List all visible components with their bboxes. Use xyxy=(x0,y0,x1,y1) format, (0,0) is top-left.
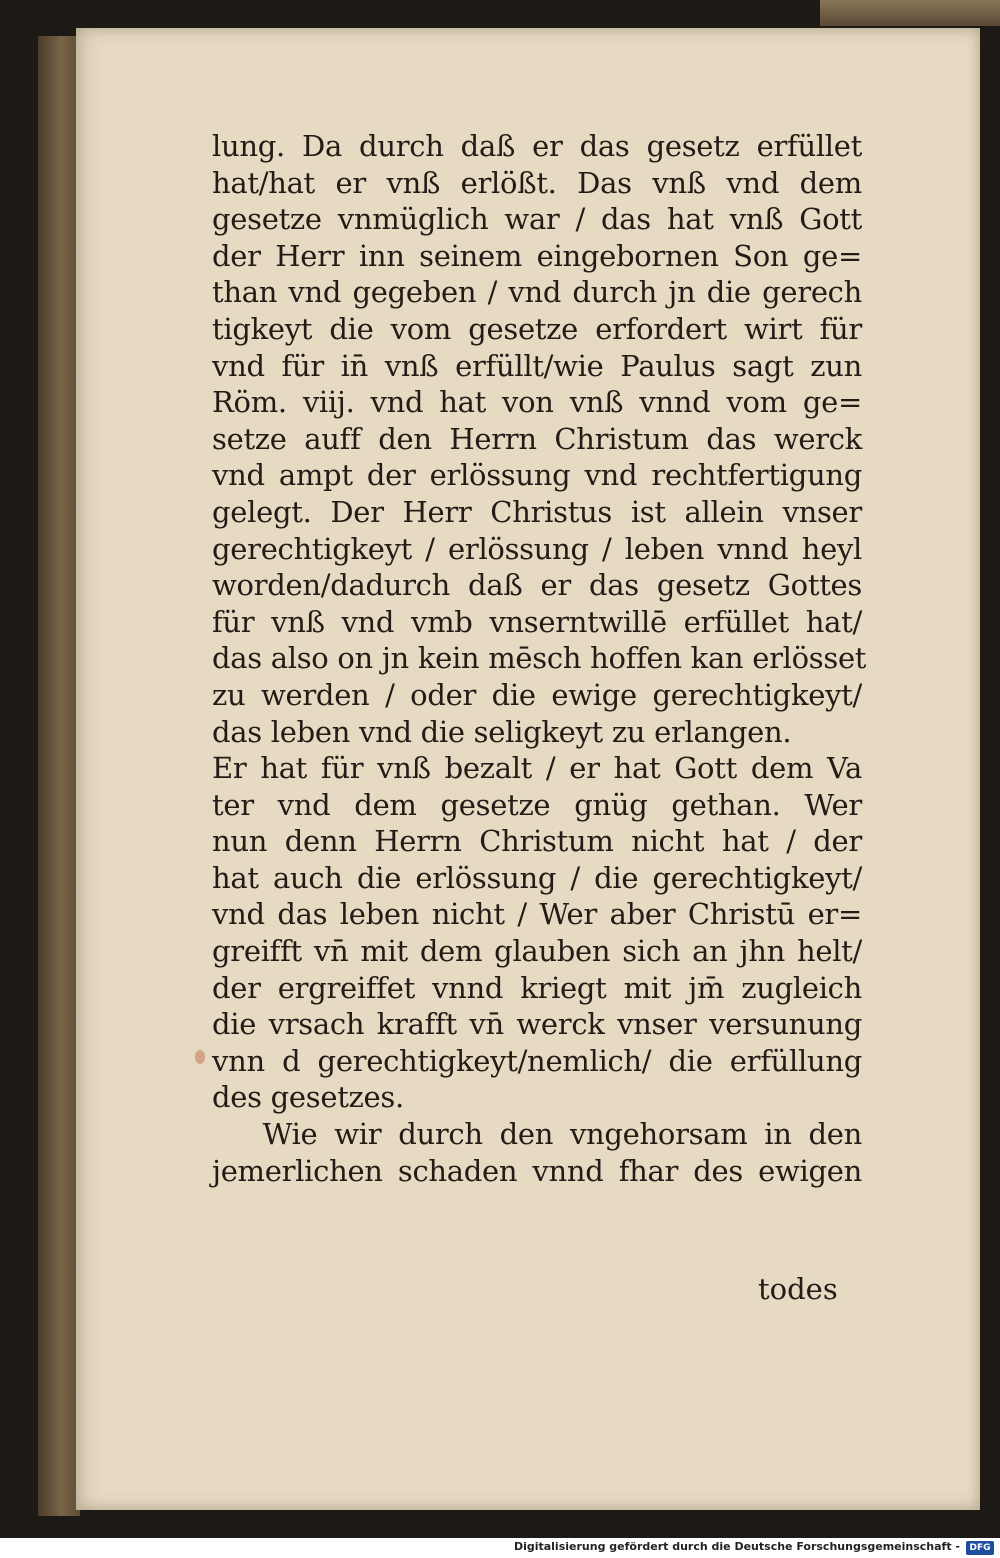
text-line: der Herr inn seinem eingebornen Son ge= xyxy=(212,238,862,273)
text-line: vnd das leben nicht / Wer aber Christū er= xyxy=(212,897,862,932)
dfg-logo-icon[interactable]: DFG xyxy=(966,1541,994,1555)
text-line: greifft vn̄ mit dem glauben sich an jhn helt/ xyxy=(212,934,862,969)
book-binding xyxy=(38,36,80,1516)
text-line: gelegt. Der Herr Christus ist allein vnser xyxy=(212,494,862,529)
text-line: das leben vnd die seligkeyt zu erlangen. xyxy=(212,714,792,749)
text-line: ter vnd dem gesetze gnüg gethan. Wer xyxy=(212,787,862,822)
text-line: die vrsach krafft vn̄ werck vnser versunung xyxy=(212,1007,862,1042)
text-line: Wie wir durch den vngehorsam in den xyxy=(212,1117,862,1152)
ink-blot xyxy=(195,1050,205,1064)
text-line: hat auch die erlössung / die gerechtigkeyt/ xyxy=(212,860,862,895)
footer-credit: Digitalisierung gefördert durch die Deutsche Forschungsgemeinschaft - xyxy=(513,1540,960,1553)
text-line: gesetze vnmüglich war / das hat vnß Gott xyxy=(212,202,862,237)
text-line: lung. Da durch daß er das gesetz erfüllet xyxy=(212,129,862,163)
text-line: zu werden / oder die ewige gerechtigkeyt/ xyxy=(212,677,862,712)
text-line: das also on jn kein mēsch hoffen kan erlösset xyxy=(212,641,867,676)
text-line: für vnß vnd vmb vnserntwillē erfüllet hat/ xyxy=(212,604,862,639)
text-line: der ergreiffet vnnd kriegt mit jm̄ zugleich xyxy=(212,970,862,1005)
text-line: des gesetzes. xyxy=(212,1080,404,1115)
book-edge-top xyxy=(820,0,1000,26)
text-line: vnn d gerechtigkeyt/nemlich/ die erfüllung xyxy=(212,1043,862,1078)
page-text xyxy=(212,128,867,1189)
text-line: hat/hat er vnß erlößt. Das vnß vnd dem xyxy=(212,165,862,200)
text-line: worden/dadurch daß er das gesetz Gottes xyxy=(212,568,862,603)
text-line: tigkeyt die vom gesetze erfordert wirt für xyxy=(212,311,862,346)
catchword: todes xyxy=(758,1272,838,1306)
text-line: gerechtigkeyt / erlössung / leben vnnd heyl xyxy=(212,531,862,566)
text-line: vnd ampt der erlössung vnd rechtfertigung xyxy=(212,458,862,493)
text-line: Er hat für vnß bezalt / er hat Gott dem Va xyxy=(212,751,862,786)
text-line: than vnd gegeben / vnd durch jn die gerech xyxy=(212,275,862,310)
text-line: vnd für in̄ vnß erfüllt/wie Paulus sagt zun xyxy=(212,348,862,383)
text-line: Röm. viij. vnd hat von vnß vnnd vom ge= xyxy=(212,385,862,420)
text-line: setze auff den Herrn Christum das werck xyxy=(212,421,862,456)
text-line: nun denn Herrn Christum nicht hat / der xyxy=(212,824,862,859)
text-line: jemerlichen schaden vnnd fhar des ewigen xyxy=(212,1153,862,1188)
